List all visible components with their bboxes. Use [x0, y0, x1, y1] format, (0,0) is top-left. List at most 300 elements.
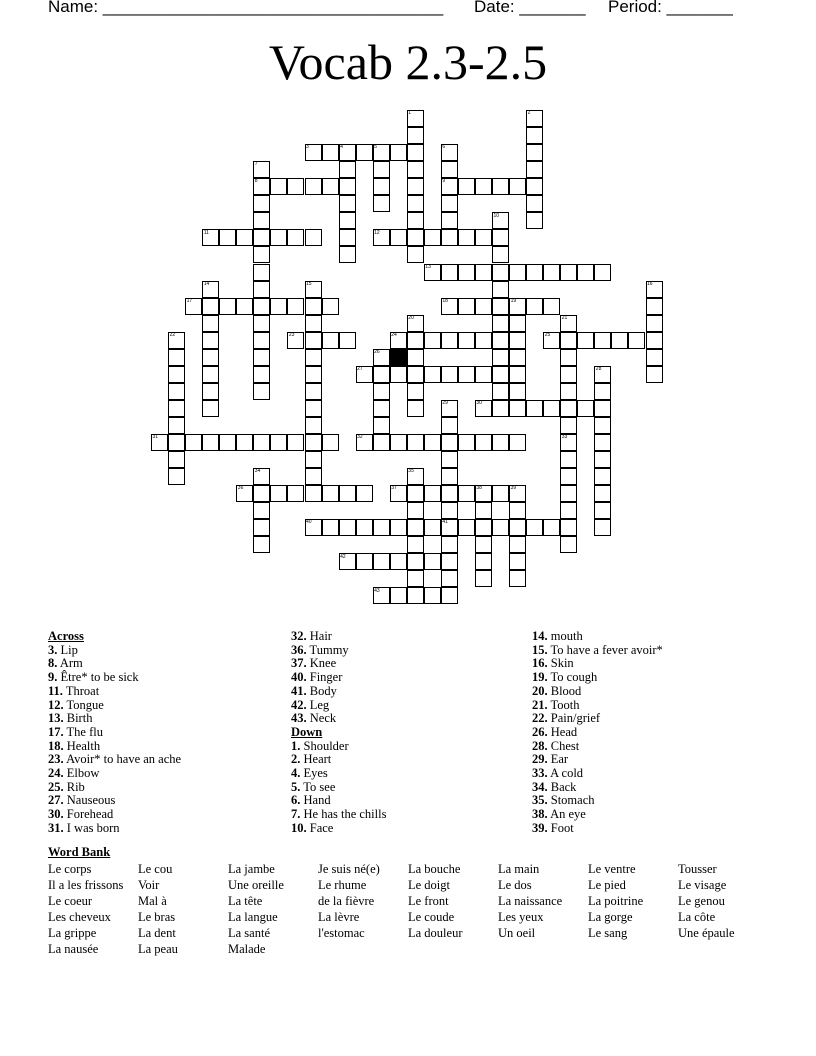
crossword-cell[interactable]	[594, 502, 611, 519]
clue-text: Finger	[309, 670, 343, 685]
crossword-cell[interactable]	[253, 229, 270, 246]
crossword-cell[interactable]	[492, 519, 509, 536]
word-bank-item: Une oreille	[228, 878, 284, 892]
crossword-cell[interactable]	[202, 298, 219, 315]
crossword-cell[interactable]	[407, 127, 424, 144]
crossword-cell[interactable]	[373, 519, 390, 536]
crossword-cell[interactable]	[253, 485, 270, 502]
crossword-cell[interactable]	[492, 383, 509, 400]
clue-number: 27	[357, 365, 363, 372]
crossword-cell[interactable]	[305, 451, 322, 468]
crossword-cell[interactable]	[407, 229, 424, 246]
crossword-cell[interactable]	[509, 434, 526, 451]
crossword-cell[interactable]	[492, 315, 509, 332]
crossword-cell[interactable]	[424, 587, 441, 604]
clue-item	[48, 808, 181, 822]
crossword-cell[interactable]	[236, 434, 253, 451]
crossword-cell[interactable]	[305, 485, 322, 502]
crossword-cell[interactable]	[236, 298, 253, 315]
crossword-cell[interactable]	[373, 366, 390, 383]
crossword-cell[interactable]	[611, 332, 628, 349]
crossword-cell[interactable]	[356, 485, 373, 502]
crossword-cell[interactable]	[339, 485, 356, 502]
clue-number: 41	[442, 519, 448, 526]
clue-text: Ear	[550, 752, 569, 767]
clue-number: 14	[203, 280, 210, 287]
crossword-cell[interactable]	[526, 144, 543, 161]
crossword-cell[interactable]	[509, 366, 526, 383]
crossword-cell[interactable]	[646, 332, 663, 349]
crossword-cell[interactable]	[475, 536, 492, 553]
word-bank-item: La santé	[228, 926, 270, 940]
clue-item	[48, 767, 181, 781]
crossword-cell[interactable]	[577, 332, 594, 349]
crossword-cell[interactable]	[202, 400, 219, 417]
crossword-cell[interactable]	[253, 246, 270, 263]
crossword-cell[interactable]	[373, 400, 390, 417]
crossword-cell[interactable]	[253, 212, 270, 229]
crossword-cell[interactable]	[594, 417, 611, 434]
crossword-cell[interactable]	[270, 298, 287, 315]
crossword-cell[interactable]	[492, 178, 509, 195]
crossword-cell[interactable]	[475, 366, 492, 383]
crossword-cell[interactable]	[594, 383, 611, 400]
crossword-cell[interactable]	[270, 434, 287, 451]
crossword-cell[interactable]	[305, 349, 322, 366]
crossword-cell[interactable]	[543, 400, 560, 417]
clue-num: 36.	[291, 642, 307, 657]
crossword-cell[interactable]	[492, 264, 509, 281]
crossword-cell[interactable]	[407, 332, 424, 349]
crossword-cell[interactable]	[509, 349, 526, 366]
crossword-cell[interactable]	[543, 264, 560, 281]
crossword-cell[interactable]	[270, 178, 287, 195]
crossword-cell[interactable]	[441, 553, 458, 570]
crossword-cell[interactable]	[407, 536, 424, 553]
crossword-cell[interactable]	[407, 366, 424, 383]
crossword-cell[interactable]	[509, 553, 526, 570]
crossword-cell[interactable]	[509, 502, 526, 519]
crossword-cell[interactable]	[560, 349, 577, 366]
crossword-cell[interactable]	[219, 298, 236, 315]
clue-item	[532, 685, 663, 699]
crossword-cell[interactable]	[253, 349, 270, 366]
crossword-cell[interactable]	[646, 366, 663, 383]
crossword-cell[interactable]	[441, 229, 458, 246]
clue-number: 7	[254, 161, 258, 168]
crossword-cell[interactable]	[492, 366, 509, 383]
crossword-cell[interactable]	[441, 502, 458, 519]
crossword-cell[interactable]	[509, 570, 526, 587]
clue-number: 23	[288, 331, 295, 338]
crossword-cell[interactable]	[441, 332, 458, 349]
crossword-cell[interactable]	[390, 553, 407, 570]
clue-item	[532, 740, 663, 754]
name-field[interactable]: Name: ____________________________________	[48, 0, 444, 16]
crossword-cell[interactable]	[270, 485, 287, 502]
crossword-cell[interactable]	[407, 587, 424, 604]
crossword-cell[interactable]	[390, 519, 407, 536]
crossword-cell[interactable]	[253, 519, 270, 536]
crossword-cell[interactable]	[628, 332, 645, 349]
word-bank-heading: Word Bank	[48, 845, 111, 859]
crossword-cell[interactable]	[185, 434, 202, 451]
crossword-cell[interactable]	[305, 366, 322, 383]
clue-number: 28	[595, 365, 602, 372]
clue-num: 14.	[532, 629, 548, 643]
crossword-cell[interactable]	[492, 332, 509, 349]
crossword-cell[interactable]	[424, 332, 441, 349]
crossword-cell[interactable]	[441, 212, 458, 229]
crossword-cell[interactable]	[526, 519, 543, 536]
crossword-cell[interactable]	[305, 298, 322, 315]
crossword-cell[interactable]	[492, 246, 509, 263]
clue-text: Skin	[550, 656, 574, 671]
crossword-cell[interactable]	[339, 229, 356, 246]
crossword-cell[interactable]	[560, 451, 577, 468]
crossword-cell[interactable]	[305, 229, 322, 246]
crossword-cell[interactable]	[526, 178, 543, 195]
crossword-cell[interactable]	[253, 195, 270, 212]
clue-item	[48, 699, 181, 713]
crossword-cell[interactable]	[253, 315, 270, 332]
crossword-cell[interactable]	[407, 502, 424, 519]
clue-text: Pain/grief	[550, 711, 601, 726]
period-field[interactable]: Period: _______	[608, 0, 733, 16]
crossword-cell[interactable]	[202, 315, 219, 332]
crossword-cell[interactable]	[253, 366, 270, 383]
crossword-cell[interactable]	[475, 519, 492, 536]
crossword-cell[interactable]	[424, 229, 441, 246]
crossword-cell[interactable]	[305, 468, 322, 485]
crossword-cell[interactable]	[407, 485, 424, 502]
crossword-cell[interactable]	[458, 366, 475, 383]
crossword-cell[interactable]	[526, 127, 543, 144]
clue-item	[532, 808, 663, 822]
crossword-cell[interactable]	[560, 383, 577, 400]
crossword-cell[interactable]	[594, 519, 611, 536]
clue-item	[291, 794, 386, 808]
crossword-cell[interactable]	[594, 485, 611, 502]
clue-text: Body	[309, 683, 337, 698]
crossword-cell[interactable]	[492, 229, 509, 246]
crossword-cell[interactable]	[458, 434, 475, 451]
crossword-cell[interactable]	[390, 366, 407, 383]
crossword-cell[interactable]	[509, 383, 526, 400]
crossword-cell[interactable]	[253, 264, 270, 281]
clue-text: To see	[303, 779, 336, 794]
crossword-cell[interactable]	[339, 332, 356, 349]
word-bank-item: La lèvre	[318, 910, 360, 924]
crossword-cell[interactable]	[475, 298, 492, 315]
crossword-cell[interactable]	[560, 264, 577, 281]
crossword-cell[interactable]	[305, 400, 322, 417]
crossword-cell[interactable]	[646, 349, 663, 366]
clue-item	[48, 685, 181, 699]
crossword-cell[interactable]	[509, 332, 526, 349]
crossword-cell[interactable]	[287, 434, 304, 451]
crossword-cell[interactable]	[458, 485, 475, 502]
crossword-cell[interactable]	[287, 298, 304, 315]
crossword-cell[interactable]	[322, 298, 339, 315]
crossword-cell[interactable]	[424, 553, 441, 570]
crossword-cell[interactable]	[543, 519, 560, 536]
clue-num: 23.	[48, 752, 64, 767]
clue-num: 19.	[532, 670, 548, 685]
crossword-cell[interactable]	[441, 468, 458, 485]
crossword-cell[interactable]	[441, 536, 458, 553]
crossword-cell[interactable]	[373, 178, 390, 195]
crossword-cell[interactable]	[168, 349, 185, 366]
crossword-cell[interactable]	[373, 161, 390, 178]
down-heading: Down	[291, 724, 323, 739]
crossword-cell[interactable]	[168, 468, 185, 485]
crossword-cell[interactable]	[202, 349, 219, 366]
crossword-cell[interactable]	[202, 383, 219, 400]
crossword-cell[interactable]	[407, 400, 424, 417]
crossword-cell[interactable]	[373, 553, 390, 570]
crossword-cell[interactable]	[322, 332, 339, 349]
clue-text: The flu	[66, 724, 103, 739]
clue-item	[291, 699, 386, 713]
crossword-cell[interactable]	[594, 434, 611, 451]
crossword-cell[interactable]	[407, 349, 424, 366]
crossword-cell[interactable]	[441, 451, 458, 468]
clue-text: Head	[550, 724, 578, 739]
crossword-cell[interactable]	[219, 434, 236, 451]
clue-number: 43	[374, 587, 380, 594]
crossword-cell[interactable]	[168, 400, 185, 417]
crossword-cell[interactable]	[270, 229, 287, 246]
crossword-cell[interactable]	[407, 383, 424, 400]
crossword-cell[interactable]	[168, 434, 185, 451]
crossword-cell[interactable]	[475, 434, 492, 451]
crossword-cell[interactable]	[407, 246, 424, 263]
crossword-cell[interactable]	[441, 587, 458, 604]
crossword-cell[interactable]	[339, 212, 356, 229]
crossword-cell[interactable]	[407, 434, 424, 451]
crossword-cell[interactable]	[253, 383, 270, 400]
crossword-cell[interactable]	[509, 315, 526, 332]
clue-number: 3	[306, 144, 309, 151]
crossword-cell[interactable]	[322, 144, 339, 161]
crossword-cell[interactable]	[441, 161, 458, 178]
crossword-cell[interactable]	[407, 195, 424, 212]
crossword-cell[interactable]	[475, 502, 492, 519]
crossword-cell[interactable]	[560, 502, 577, 519]
crossword-cell[interactable]	[441, 434, 458, 451]
word-bank-item: La poitrine	[588, 894, 644, 908]
crossword-cell[interactable]	[322, 519, 339, 536]
crossword-cell[interactable]	[526, 195, 543, 212]
crossword-cell[interactable]	[594, 468, 611, 485]
crossword-cell[interactable]	[424, 485, 441, 502]
crossword-cell[interactable]	[594, 264, 611, 281]
clue-text: Knee	[309, 656, 337, 671]
crossword-cell[interactable]	[458, 332, 475, 349]
crossword-cell[interactable]	[305, 332, 322, 349]
crossword-cell[interactable]	[305, 315, 322, 332]
crossword-cell[interactable]	[594, 332, 611, 349]
crossword-cell[interactable]	[441, 485, 458, 502]
crossword-cell[interactable]	[322, 485, 339, 502]
crossword-cell[interactable]	[509, 536, 526, 553]
word-bank-item: Tousser	[678, 862, 717, 876]
crossword-cell[interactable]	[492, 349, 509, 366]
crossword-cell[interactable]	[390, 229, 407, 246]
crossword-cell[interactable]	[492, 281, 509, 298]
crossword-cell[interactable]	[253, 332, 270, 349]
crossword-cell[interactable]	[526, 161, 543, 178]
crossword-cell[interactable]	[475, 570, 492, 587]
crossword-cell[interactable]	[407, 178, 424, 195]
crossword-cell[interactable]	[492, 298, 509, 315]
crossword-cell[interactable]	[441, 570, 458, 587]
crossword-cell[interactable]	[287, 178, 304, 195]
crossword-cell[interactable]	[492, 485, 509, 502]
clue-num: 7.	[291, 807, 301, 822]
clue-number: 17	[186, 297, 193, 304]
crossword-cell[interactable]	[253, 281, 270, 298]
crossword-cell[interactable]	[526, 264, 543, 281]
crossword-cell[interactable]	[560, 485, 577, 502]
crossword-cell[interactable]	[646, 315, 663, 332]
crossword-cell[interactable]	[339, 519, 356, 536]
crossword-cell[interactable]	[458, 178, 475, 195]
crossword-cell[interactable]	[458, 298, 475, 315]
crossword-cell[interactable]	[441, 417, 458, 434]
clue-num: 24.	[48, 766, 64, 781]
crossword-cell[interactable]	[492, 434, 509, 451]
crossword-cell[interactable]	[577, 400, 594, 417]
crossword-cell[interactable]	[594, 451, 611, 468]
crossword-cell[interactable]	[339, 161, 356, 178]
crossword-cell[interactable]	[509, 264, 526, 281]
word-bank-item: de la fièvre	[318, 894, 375, 908]
crossword-cell[interactable]	[424, 519, 441, 536]
clue-number: 20	[408, 314, 414, 321]
crossword-cell[interactable]	[475, 332, 492, 349]
crossword-cell[interactable]	[322, 178, 339, 195]
crossword-cell[interactable]	[475, 553, 492, 570]
crossword-cell[interactable]	[253, 434, 270, 451]
crossword-cell[interactable]	[475, 264, 492, 281]
word-bank-item: Le genou	[678, 894, 725, 908]
clue-item	[48, 712, 181, 726]
crossword-cell[interactable]	[407, 519, 424, 536]
crossword-cell[interactable]	[407, 144, 424, 161]
clue-num: 12.	[48, 697, 64, 712]
crossword-cell[interactable]	[373, 383, 390, 400]
crossword-cell[interactable]	[390, 144, 407, 161]
crossword-cell[interactable]	[441, 195, 458, 212]
clue-number: 33	[561, 434, 568, 441]
crossword-cell[interactable]	[646, 298, 663, 315]
crossword-cell[interactable]	[305, 434, 322, 451]
crossword-cell[interactable]	[526, 400, 543, 417]
crossword-cell[interactable]	[475, 178, 492, 195]
crossword-cell[interactable]	[305, 417, 322, 434]
crossword-cell[interactable]	[305, 178, 322, 195]
crossword-cell[interactable]	[458, 229, 475, 246]
crossword-cell[interactable]	[424, 366, 441, 383]
crossword-cell[interactable]	[202, 434, 219, 451]
crossword-cell[interactable]	[168, 417, 185, 434]
crossword-cell[interactable]	[322, 434, 339, 451]
crossword-cell[interactable]	[219, 229, 236, 246]
crossword-cell[interactable]	[526, 212, 543, 229]
clue-item	[291, 630, 386, 644]
crossword-cell[interactable]	[458, 519, 475, 536]
crossword-cell[interactable]	[509, 519, 526, 536]
crossword-cell[interactable]	[441, 366, 458, 383]
crossword-cell[interactable]	[305, 383, 322, 400]
crossword-cell[interactable]	[287, 485, 304, 502]
crossword-cell[interactable]	[560, 366, 577, 383]
crossword-cell[interactable]	[560, 536, 577, 553]
crossword-cell[interactable]	[560, 332, 577, 349]
crossword-cell[interactable]	[407, 161, 424, 178]
crossword-cell[interactable]	[356, 144, 373, 161]
crossword-cell[interactable]	[236, 229, 253, 246]
crossword-cell[interactable]	[560, 468, 577, 485]
crossword-cell[interactable]	[168, 366, 185, 383]
crossword-cell[interactable]	[560, 519, 577, 536]
crossword-cell[interactable]	[339, 246, 356, 263]
crossword-cell[interactable]	[441, 264, 458, 281]
crossword-cell[interactable]	[407, 212, 424, 229]
crossword-cell[interactable]	[373, 434, 390, 451]
crossword-cell[interactable]	[168, 383, 185, 400]
crossword-cell[interactable]	[253, 502, 270, 519]
date-field[interactable]: Date: _______	[474, 0, 586, 16]
crossword-cell[interactable]	[390, 587, 407, 604]
crossword-cell[interactable]	[390, 434, 407, 451]
crossword-cell[interactable]	[560, 417, 577, 434]
clue-number: 1	[408, 110, 412, 117]
word-bank-item: Le ventre	[588, 862, 636, 876]
crossword-cell[interactable]	[287, 229, 304, 246]
crossword-cell[interactable]	[407, 570, 424, 587]
crossword-cell[interactable]	[253, 536, 270, 553]
crossword-cell[interactable]	[373, 195, 390, 212]
crossword-cell[interactable]	[458, 264, 475, 281]
crossword-cell[interactable]	[356, 519, 373, 536]
crossword-cell[interactable]	[202, 332, 219, 349]
crossword-cell[interactable]	[407, 553, 424, 570]
crossword-cell[interactable]	[543, 298, 560, 315]
clue-item	[532, 712, 663, 726]
crossword-cell[interactable]	[424, 434, 441, 451]
crossword-cell[interactable]	[560, 400, 577, 417]
crossword-cell[interactable]	[202, 366, 219, 383]
crossword-cell[interactable]	[475, 229, 492, 246]
crossword-cell[interactable]	[373, 417, 390, 434]
crossword-cell[interactable]	[339, 195, 356, 212]
crossword-cell[interactable]	[356, 553, 373, 570]
clue-item	[532, 767, 663, 781]
crossword-cell[interactable]	[594, 400, 611, 417]
crossword-cell[interactable]	[526, 298, 543, 315]
crossword-cell[interactable]	[577, 264, 594, 281]
crossword-cell[interactable]	[168, 451, 185, 468]
crossword-cell[interactable]	[509, 178, 526, 195]
crossword-cell[interactable]	[339, 178, 356, 195]
word-bank-item: La tête	[228, 894, 263, 908]
crossword-cell[interactable]	[509, 400, 526, 417]
crossword-cell[interactable]	[492, 400, 509, 417]
crossword-cell[interactable]	[253, 298, 270, 315]
